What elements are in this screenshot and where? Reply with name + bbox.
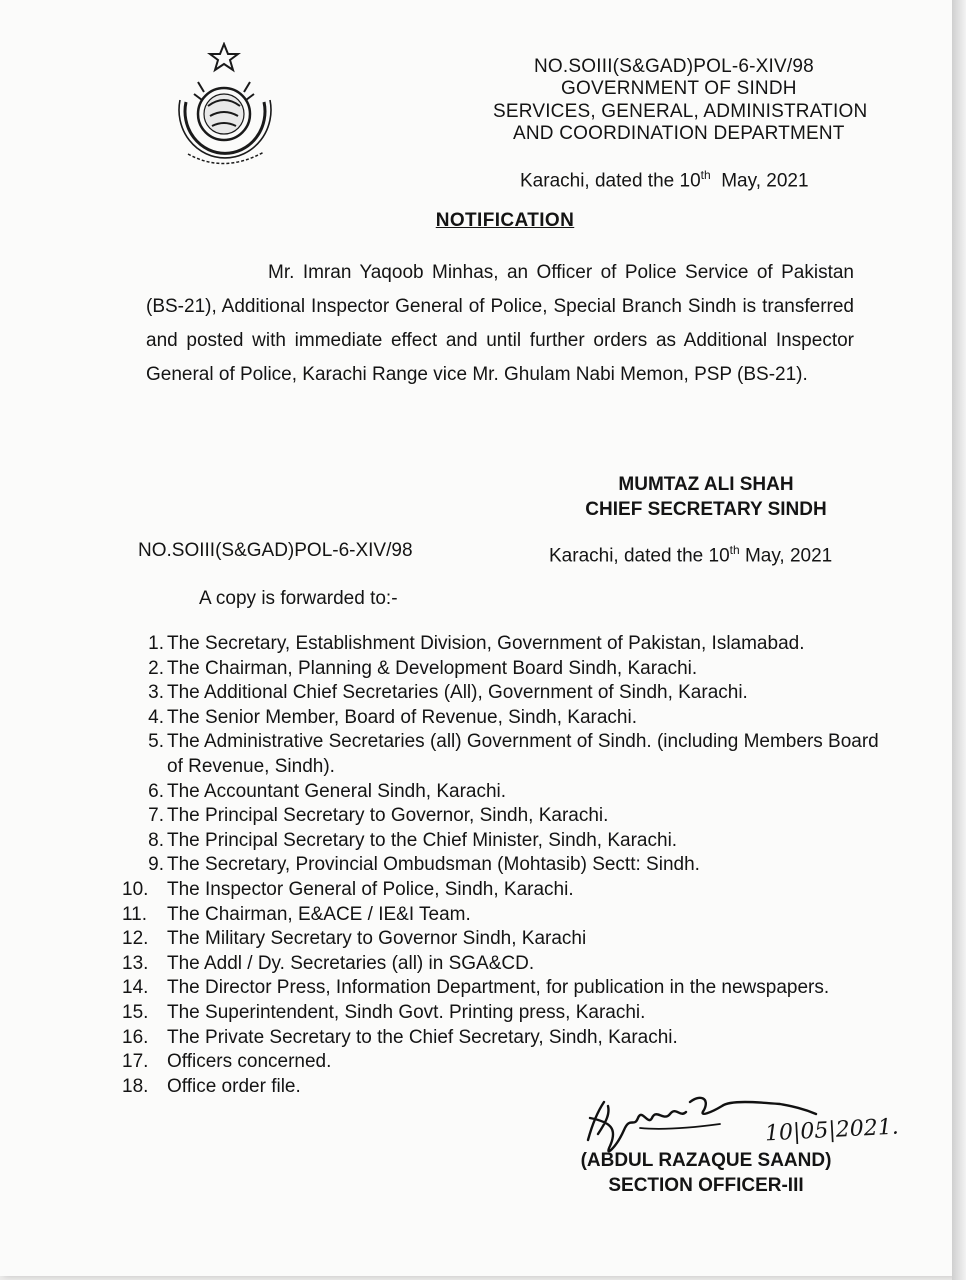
recipient-text: The Senior Member, Board of Revenue, Sindh, Karachi. <box>167 706 637 728</box>
sindh-government-seal-icon <box>168 42 276 178</box>
recipient-list <box>122 632 882 1099</box>
recipient-item <box>122 730 882 779</box>
notification-body <box>146 256 854 392</box>
recipient-text: The Chairman, E&ACE / IE&I Team. <box>167 903 471 925</box>
recipient-text: Office order file. <box>167 1075 301 1097</box>
recipient-number: 8. <box>148 829 164 851</box>
recipient-number: 11. <box>122 903 148 925</box>
recipient-item <box>122 829 882 854</box>
header-department-line1: SERVICES, GENERAL, ADMINISTRATION <box>493 101 868 122</box>
recipient-number: 6. <box>148 780 164 802</box>
recipient-item <box>122 681 882 706</box>
recipient-item <box>122 853 882 878</box>
recipient-text: The Military Secretary to Governor Sindh, Karachi <box>167 928 587 950</box>
signatory-name: MUMTAZ ALI SHAH <box>618 474 794 495</box>
recipient-number: 7. <box>148 805 164 827</box>
recipient-number: 5. <box>148 731 164 753</box>
header-government: GOVERNMENT OF SINDH <box>561 78 797 99</box>
recipient-text: The Director Press, Information Department, for publication in the newspapers. <box>167 977 830 999</box>
recipient-text: Officers concerned. <box>167 1051 332 1073</box>
notification-title: NOTIFICATION <box>435 210 575 231</box>
header-date-sup: th <box>700 168 711 182</box>
recipient-number: 1. <box>148 633 164 654</box>
recipient-number: 10. <box>122 878 149 900</box>
signatory-block <box>579 472 833 522</box>
recipient-text: The Addl / Dy. Secretaries (all) in SGA&CD. <box>167 952 535 974</box>
recipient-number: 3. <box>148 682 164 704</box>
header-date-prefix: Karachi, dated the 10 <box>520 170 701 192</box>
recipient-item <box>122 657 882 682</box>
handwritten-date: 10|05|2021. <box>764 1114 900 1147</box>
recipient-number: 14. <box>122 977 149 999</box>
page-edge <box>952 0 966 1280</box>
recipient-number: 15. <box>122 1001 149 1023</box>
header-department-line2: AND COORDINATION DEPARTMENT <box>513 123 845 144</box>
copy-date <box>549 543 832 567</box>
recipient-text: The Principal Secretary to Governor, Sindh, Karachi. <box>167 805 609 827</box>
recipient-text: The Principal Secretary to the Chief Minister, Sindh, Karachi. <box>167 829 678 851</box>
header-date <box>520 168 809 192</box>
section-officer-name: (ABDUL RAZAQUE SAAND) <box>580 1150 832 1171</box>
recipient-number: 4. <box>148 706 164 728</box>
section-officer-block <box>568 1148 844 1198</box>
recipient-text: The Private Secretary to the Chief Secretary, Sindh, Karachi. <box>167 1026 678 1048</box>
recipient-number: 18. <box>122 1075 149 1097</box>
recipient-item <box>122 976 882 1001</box>
recipient-text: The Additional Chief Secretaries (All), Government of Sindh, Karachi. <box>167 682 748 704</box>
recipient-item <box>122 632 882 657</box>
section-officer-designation: SECTION OFFICER-III <box>608 1175 804 1196</box>
recipient-text: The Secretary, Provincial Ombudsman (Mohtasib) Sectt: Sindh. <box>167 854 700 876</box>
recipient-item <box>122 903 882 928</box>
recipient-number: 17. <box>122 1051 149 1073</box>
recipient-item <box>122 1001 882 1026</box>
recipient-item <box>122 878 882 903</box>
recipient-number: 9. <box>148 854 164 876</box>
copy-ref-no: NO.SOIII(S&GAD)POL-6-XIV/98 <box>138 540 413 561</box>
signatory-designation: CHIEF SECRETARY SINDH <box>585 499 827 520</box>
header-date-suffix: May, 2021 <box>721 170 809 192</box>
recipient-number: 2. <box>148 657 164 679</box>
recipient-item <box>122 927 882 952</box>
recipient-text: The Inspector General of Police, Sindh, Karachi. <box>167 878 574 900</box>
recipient-item <box>122 804 882 829</box>
recipient-number: 16. <box>122 1026 149 1048</box>
recipient-text: The Secretary, Establishment Division, Government of Pakistan, Islamabad. <box>167 633 805 654</box>
recipient-item <box>122 1026 882 1051</box>
header-ref-no: NO.SOIII(S&GAD)POL-6-XIV/98 <box>534 56 814 77</box>
copy-intro: A copy is forwarded to:- <box>199 588 398 609</box>
recipient-item <box>122 706 882 731</box>
recipient-number: 12. <box>122 928 149 950</box>
copy-date-prefix: Karachi, dated the 10 <box>549 545 730 567</box>
recipient-text: The Administrative Secretaries (all) Government of Sindh. (including Members Board of Revenue, Sindh). <box>167 731 879 777</box>
recipient-item <box>122 952 882 977</box>
recipient-text: The Superintendent, Sindh Govt. Printing press, Karachi. <box>167 1001 646 1023</box>
notification-body-text: Mr. Imran Yaqoob Minhas, an Officer of Police Service of Pakistan (BS-21), Additional Inspector General of Police, Special Branch Sindh is transferred and posted with immediate effect and until further orders as Additional Inspector General of Police, Karachi Range vice Mr. Ghulam Nabi Memon, PSP (BS-21). <box>146 262 854 385</box>
recipient-item <box>122 1050 882 1075</box>
recipient-text: The Accountant General Sindh, Karachi. <box>167 780 507 802</box>
recipient-item <box>122 780 882 805</box>
copy-date-sup: th <box>729 543 740 557</box>
recipient-text: The Chairman, Planning & Development Board Sindh, Karachi. <box>167 657 698 679</box>
recipient-number: 13. <box>122 952 149 974</box>
copy-date-suffix: May, 2021 <box>744 545 833 567</box>
